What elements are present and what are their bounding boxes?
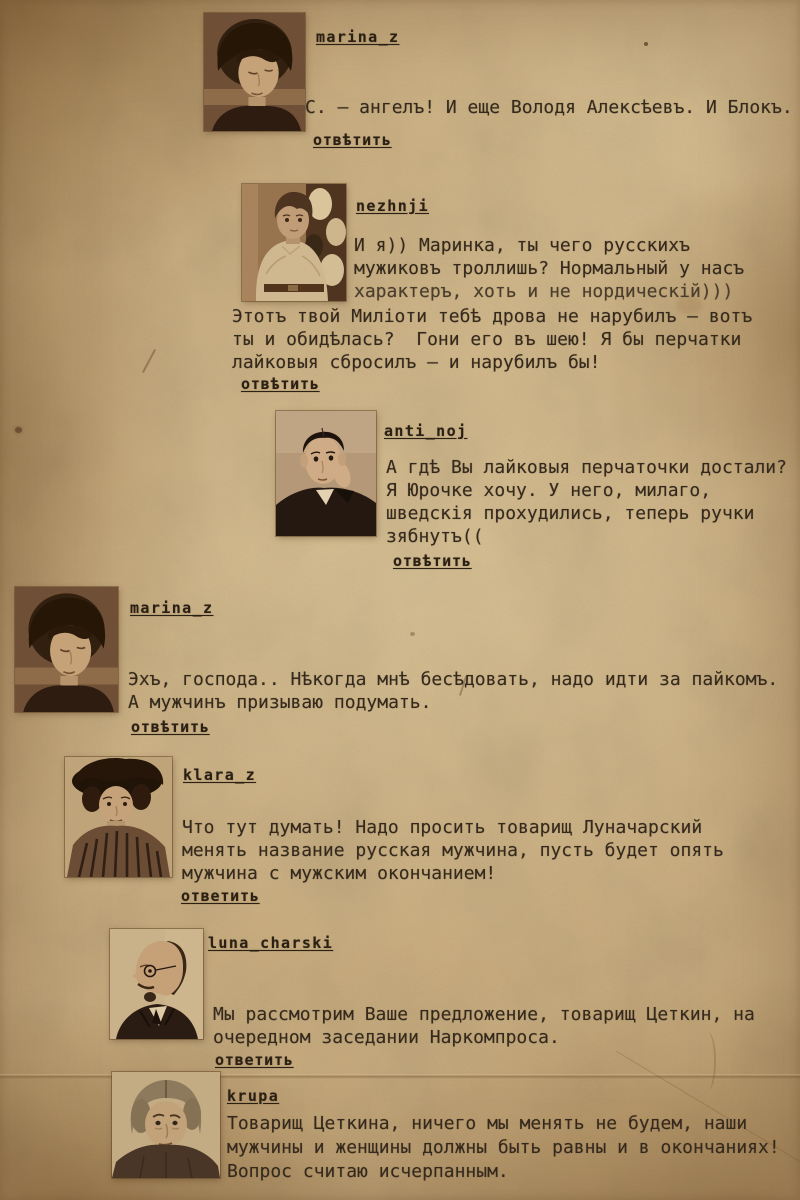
avatar-link[interactable]: [112, 1072, 220, 1178]
comment-line: Эхъ, господа.. Нѣкогда мнѣ бесѣдовать, надо идти за пайкомъ.: [128, 669, 779, 690]
comment-line: мужчины и женщины должны быть равны и в окончаниях!: [227, 1137, 780, 1158]
crease-mark: [700, 1032, 716, 1090]
avatar-link[interactable]: [110, 929, 203, 1039]
username-link[interactable]: luna_charski: [208, 934, 334, 952]
comment-line: Я Юрочке хочу. У него, милаго,: [386, 480, 712, 501]
comment-line: лайковыя сбросилъ — и нарубилъ бы!: [232, 352, 601, 373]
reply-link[interactable]: ответить: [215, 1051, 294, 1069]
comment-line: характеръ, хоть и не нордическій))): [354, 281, 734, 302]
comment-line: мужиковъ троллишь? Нормальный у насъ: [354, 258, 745, 279]
avatar-photo-anti-noj: [276, 411, 376, 536]
username-link[interactable]: marina_z: [316, 28, 400, 46]
comment-line: менять название русская мужчина, пусть будет опять: [182, 840, 724, 861]
avatar-photo-luna-charski: [110, 929, 203, 1039]
username-link[interactable]: nezhnji: [356, 197, 430, 215]
comment-line: шведскія прохудились, теперь ручки: [386, 503, 755, 524]
avatar-link[interactable]: [242, 184, 346, 301]
reply-link[interactable]: ответить: [181, 887, 260, 905]
comment-line: И я)) Маринка, ты чего русскихъ: [354, 235, 690, 256]
comment-line: Мы рассмотрим Ваше предложение, товарищ Цеткин, на: [213, 1004, 755, 1025]
reply-link[interactable]: отвѣтить: [313, 131, 392, 149]
username-link[interactable]: marina_z: [130, 599, 214, 617]
ink-stain: [644, 42, 648, 46]
reply-link[interactable]: отвѣтить: [393, 552, 472, 570]
comment-line: зябнутъ((: [386, 526, 484, 547]
avatar-link[interactable]: [204, 13, 305, 131]
comment-line: Что тут думать! Надо просить товарищ Луначарский: [182, 817, 703, 838]
avatar-photo-klara-z: [65, 757, 172, 877]
avatar-photo-marina-z: [204, 13, 305, 131]
avatar-link[interactable]: [276, 411, 376, 536]
username-link[interactable]: klara_z: [183, 766, 257, 784]
comment-line: ты и обидѣлась? Гони его въ шею! Я бы перчатки: [232, 329, 742, 350]
comment-line: очередном заседании Наркомпроса.: [213, 1027, 560, 1048]
comment-line: Товарищ Цеткина, ничего мы менять не будем, наши: [227, 1113, 748, 1134]
comment-line: С. — ангелъ! И еще Володя Алексѣевъ. И Блокъ.: [305, 97, 793, 118]
ink-stain: [15, 427, 22, 433]
username-link[interactable]: anti_noj: [384, 422, 468, 440]
avatar-link[interactable]: [65, 757, 172, 877]
comment-line: Вопрос считаю исчерпанным.: [227, 1161, 509, 1182]
comment-line: Этотъ твой Миліоти тебѣ дрова не нарубилъ — вотъ: [232, 306, 753, 327]
avatar-link[interactable]: [15, 587, 118, 712]
comment-line: А гдѣ Вы лайковыя перчаточки достали?: [386, 457, 787, 478]
username-link[interactable]: krupa: [227, 1087, 280, 1105]
avatar-photo-nezhnji: [242, 184, 346, 301]
avatar-photo-marina-z: [15, 587, 118, 712]
avatar-photo-krupa: [112, 1072, 220, 1178]
reply-link[interactable]: отвѣтить: [241, 375, 320, 393]
paper-stain: [410, 632, 415, 636]
reply-link[interactable]: отвѣтить: [131, 718, 210, 736]
comment-line: мужчина с мужским окончанием!: [182, 863, 497, 884]
crease-mark: [142, 349, 156, 373]
comment-line: А мужчинъ призываю подумать.: [128, 692, 432, 713]
